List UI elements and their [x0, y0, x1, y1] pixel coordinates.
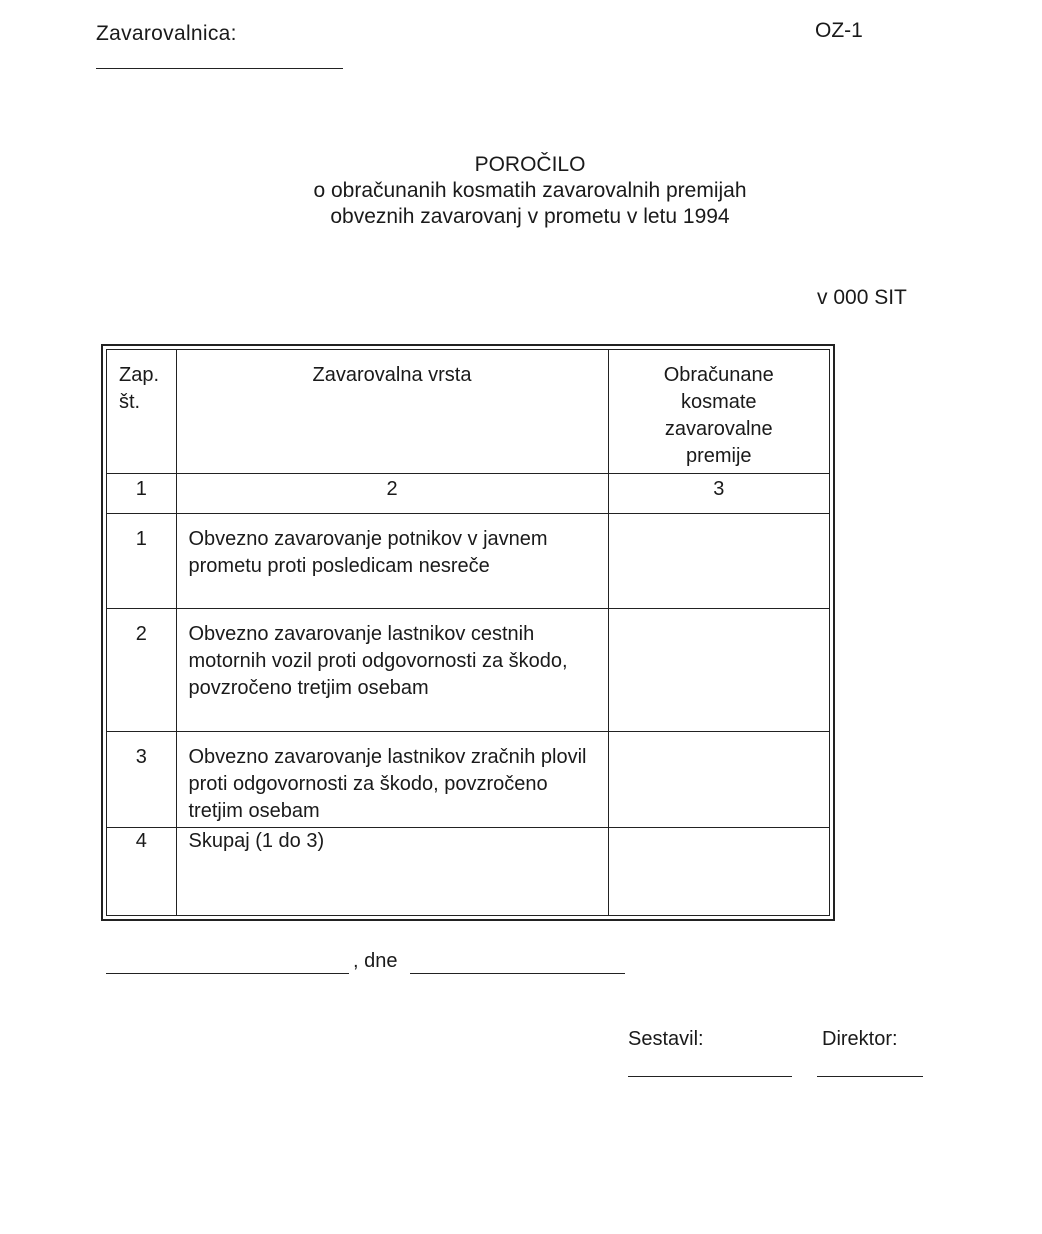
header-number [107, 350, 176, 473]
report-title-main: POROČILO [474, 153, 586, 176]
form-code: OZ-1 [815, 19, 863, 42]
currency-unit: v 000 SIT [817, 286, 907, 309]
report-table-inner-frame [106, 349, 830, 916]
date-line [410, 973, 625, 974]
column-index-2: 2 [176, 473, 608, 513]
date-label: , dne [353, 950, 398, 972]
header-premium-amount [608, 350, 829, 473]
header-premium-amount-label: Obračunane kosmate zavarovalne premije [663, 364, 774, 467]
report-table [107, 350, 829, 915]
compiled-by-label: Sestavil: [628, 1028, 704, 1050]
row-amount-field[interactable] [608, 513, 829, 608]
header-insurance-type: Zavarovalna vrsta [176, 350, 608, 473]
row-number: 4 [107, 827, 176, 915]
table-row [107, 608, 829, 731]
row-amount-field[interactable] [608, 608, 829, 731]
table-header-row [107, 350, 829, 473]
director-signature-line [817, 1076, 923, 1077]
director-label: Direktor: [822, 1028, 898, 1050]
row-description: Obvezno zavarovanje potnikov v javnem prometu proti posledicam nesreče [176, 513, 608, 608]
report-title-line-1: o obračunanih kosmatih zavarovalnih premijah [313, 179, 747, 202]
row-amount-field[interactable] [608, 827, 829, 915]
report-title [280, 152, 780, 230]
header-number-label: Zap. št. [119, 364, 160, 413]
column-index-3: 3 [608, 473, 829, 513]
row-number: 1 [107, 513, 176, 608]
row-description: Obvezno zavarovanje lastnikov cestnih motornih vozil proti odgovornosti za škodo, povzročeno tretjim osebam [176, 608, 608, 731]
insurer-label: Zavarovalnica: [96, 22, 237, 45]
report-title-line-2: obveznih zavarovanj v prometu v letu 1994 [330, 205, 730, 228]
report-table-frame [101, 344, 835, 921]
row-amount-field[interactable] [608, 731, 829, 827]
table-row [107, 513, 829, 608]
table-row [107, 731, 829, 827]
column-index-1: 1 [107, 473, 176, 513]
row-number: 3 [107, 731, 176, 827]
table-total-row [107, 827, 829, 915]
place-line [106, 973, 349, 974]
table-column-index-row [107, 473, 829, 513]
row-description: Obvezno zavarovanje lastnikov zračnih plovil proti odgovornosti za škodo, povzročeno tretjim osebam [176, 731, 608, 827]
row-number: 2 [107, 608, 176, 731]
insurer-name-line [96, 68, 343, 69]
row-description: Skupaj (1 do 3) [176, 827, 608, 915]
compiled-by-signature-line [628, 1076, 792, 1077]
